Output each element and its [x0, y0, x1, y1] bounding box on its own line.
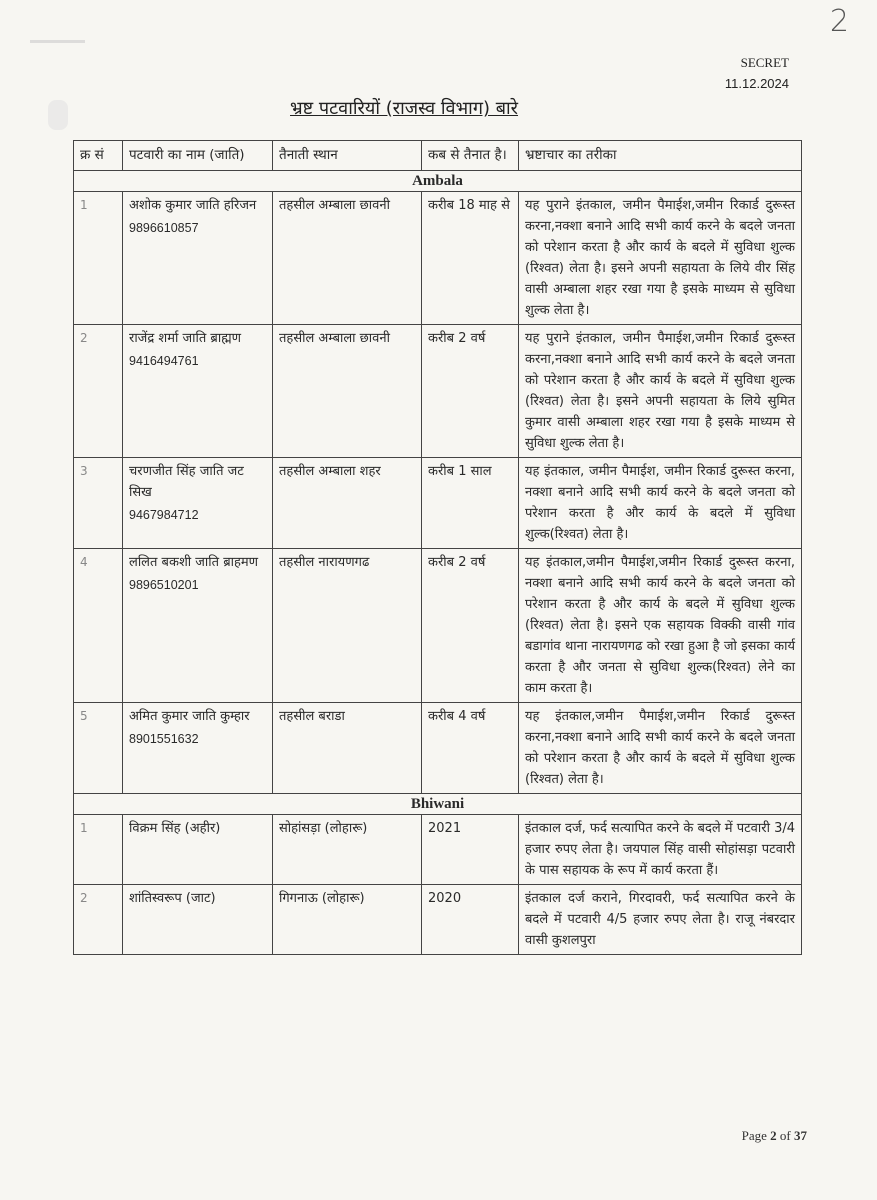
row-since: करीब 2 वर्ष	[422, 325, 519, 458]
row-sn: 5	[74, 703, 123, 794]
row-name	[123, 458, 273, 549]
patwari-name: ललित बकशी जाति ब्राहमण	[129, 555, 259, 570]
column-header-name: पटवारी का नाम (जाति)	[123, 141, 273, 171]
row-method: इंतकाल दर्ज, फर्द सत्यापित करने के बदले में पटवारी 3/4 हजार रुपए लेता है। जयपाल सिंह वासी सोहांसड़ा पटवारी के पास सहायक के रूप में कार्य करता हैं।	[519, 815, 802, 885]
row-since: करीब 18 माह से	[422, 192, 519, 325]
table-row	[74, 549, 802, 703]
row-method: यह इंतकाल, जमीन पैमाईश, जमीन रिकार्ड दुरूस्त करना, नक्शा बनाने आदि सभी कार्य करने के बदले जनता को परेशान करता है और कार्य के बदले में सुविधा शुल्क(रिश्वत) लेता है।	[519, 458, 802, 549]
page-total: 37	[794, 1128, 807, 1143]
row-sn: 2	[74, 325, 123, 458]
table-row	[74, 325, 802, 458]
page-number	[742, 1128, 807, 1144]
row-place: गिगनाऊ (लोहारू)	[273, 885, 422, 955]
row-name	[123, 703, 273, 794]
column-header-method: भ्रष्टाचार का तरीका	[519, 141, 802, 171]
patwari-name: चरणजीत सिंह जाति जट सिख	[129, 464, 244, 500]
phone-number: 9416494761	[129, 354, 199, 368]
section-row	[74, 171, 802, 192]
row-name	[123, 549, 273, 703]
column-header-place: तैनाती स्थान	[273, 141, 422, 171]
phone-number: 9896610857	[129, 221, 199, 235]
row-sn: 1	[74, 815, 123, 885]
row-place: तहसील अम्बाला शहर	[273, 458, 422, 549]
table-row	[74, 192, 802, 325]
row-since: 2021	[422, 815, 519, 885]
row-since: करीब 4 वर्ष	[422, 703, 519, 794]
phone-number: 8901551632	[129, 732, 199, 746]
row-method: यह इंतकाल,जमीन पैमाईश,जमीन रिकार्ड दुरूस्त करना,नक्शा बनाने आदि सभी कार्य करने के बदले जनता को परेशान करता है और कार्य के बदले में सुविधा शुल्क (रिश्वत) लेता है।	[519, 703, 802, 794]
row-since: करीब 2 वर्ष	[422, 549, 519, 703]
row-name	[123, 192, 273, 325]
row-name: विक्रम सिंह (अहीर)	[123, 815, 273, 885]
patwari-table	[73, 140, 802, 955]
row-place: तहसील अम्बाला छावनी	[273, 325, 422, 458]
row-since: करीब 1 साल	[422, 458, 519, 549]
document-date: 11.12.2024	[724, 76, 789, 91]
row-place: तहसील बराडा	[273, 703, 422, 794]
page-prefix: Page	[741, 1128, 767, 1143]
table-row	[74, 885, 802, 955]
row-place: तहसील नारायणगढ	[273, 549, 422, 703]
classification-label: SECRET	[740, 55, 789, 70]
row-sn: 4	[74, 549, 123, 703]
district-heading: Bhiwani	[74, 794, 802, 815]
row-sn: 3	[74, 458, 123, 549]
row-place: सोहांसड़ा (लोहारू)	[273, 815, 422, 885]
patwari-name: राजेंद्र शर्मा जाति ब्राह्मण	[129, 331, 242, 346]
patwari-name: अशोक कुमार जाति हरिजन	[129, 198, 257, 213]
table-row	[74, 458, 802, 549]
row-since: 2020	[422, 885, 519, 955]
row-sn: 1	[74, 192, 123, 325]
row-method: यह पुराने इंतकाल, जमीन पैमाईश,जमीन रिकार्ड दुरूस्त करना,नक्शा बनाने आदि सभी कार्य करने के बदले जनता को परेशान करता है और कार्य के बदले में सुविधा शुल्क (रिश्वत) लेता है। इसने अपनी सहायता के लिये सुमित कुमार वासी अम्बाला शहर रखा गया है इसके माध्यम से सुविधा शुल्क लेता है।	[519, 325, 802, 458]
page-current: 2	[770, 1128, 777, 1143]
page-of: of	[779, 1128, 791, 1143]
column-header-sn: क्र सं	[74, 141, 123, 171]
district-heading: Ambala	[74, 171, 802, 192]
document-title: भ्रष्ट पटवारियों (राजस्व विभाग) बारे	[290, 98, 519, 119]
patwari-name: अमित कुमार जाति कुम्हार	[129, 709, 250, 724]
phone-number: 9896510201	[129, 578, 199, 592]
handwritten-page-number: 2	[829, 4, 849, 39]
row-name	[123, 325, 273, 458]
table-header-row	[74, 141, 802, 171]
table-row	[74, 703, 802, 794]
scan-artifact	[30, 40, 85, 43]
scan-artifact	[48, 100, 68, 130]
row-method: यह इंतकाल,जमीन पैमाईश,जमीन रिकार्ड दुरूस्त करना, नक्शा बनाने आदि सभी कार्य करने के बदले जनता को परेशान करता है और कार्य के बदले में सुविधा शुल्क (रिश्वत) लेता है। इसने एक सहायक विक्की वासी गांव बडागांव थाना नारायणगढ को रखा हुआ है जो इसका कार्य करता है और जनता से सुविधा शुल्क(रिश्वत) लेने का काम करता है।	[519, 549, 802, 703]
row-method: यह पुराने इंतकाल, जमीन पैमाईश,जमीन रिकार्ड दुरूस्त करना,नक्शा बनाने आदि सभी कार्य करने के बदले जनता को परेशान करता है और कार्य के बदले में सुविधा शुल्क (रिश्वत) लेता है। इसने अपनी सहायता के लिये वीर सिंह वासी अम्बाला शहर रखा गया है इसके माध्यम से सुविधा शुल्क लेता है।	[519, 192, 802, 325]
row-name: शांतिस्वरूप (जाट)	[123, 885, 273, 955]
row-place: तहसील अम्बाला छावनी	[273, 192, 422, 325]
row-method: इंतकाल दर्ज कराने, गिरदावरी, फर्द सत्यापित करने के बदले में पटवारी 4/5 हजार रुपए लेता है। राजू नंबरदार वासी कुशलपुरा	[519, 885, 802, 955]
column-header-since: कब से तैनात है।	[422, 141, 519, 171]
section-row	[74, 794, 802, 815]
row-sn: 2	[74, 885, 123, 955]
table-row	[74, 815, 802, 885]
phone-number: 9467984712	[129, 508, 199, 522]
